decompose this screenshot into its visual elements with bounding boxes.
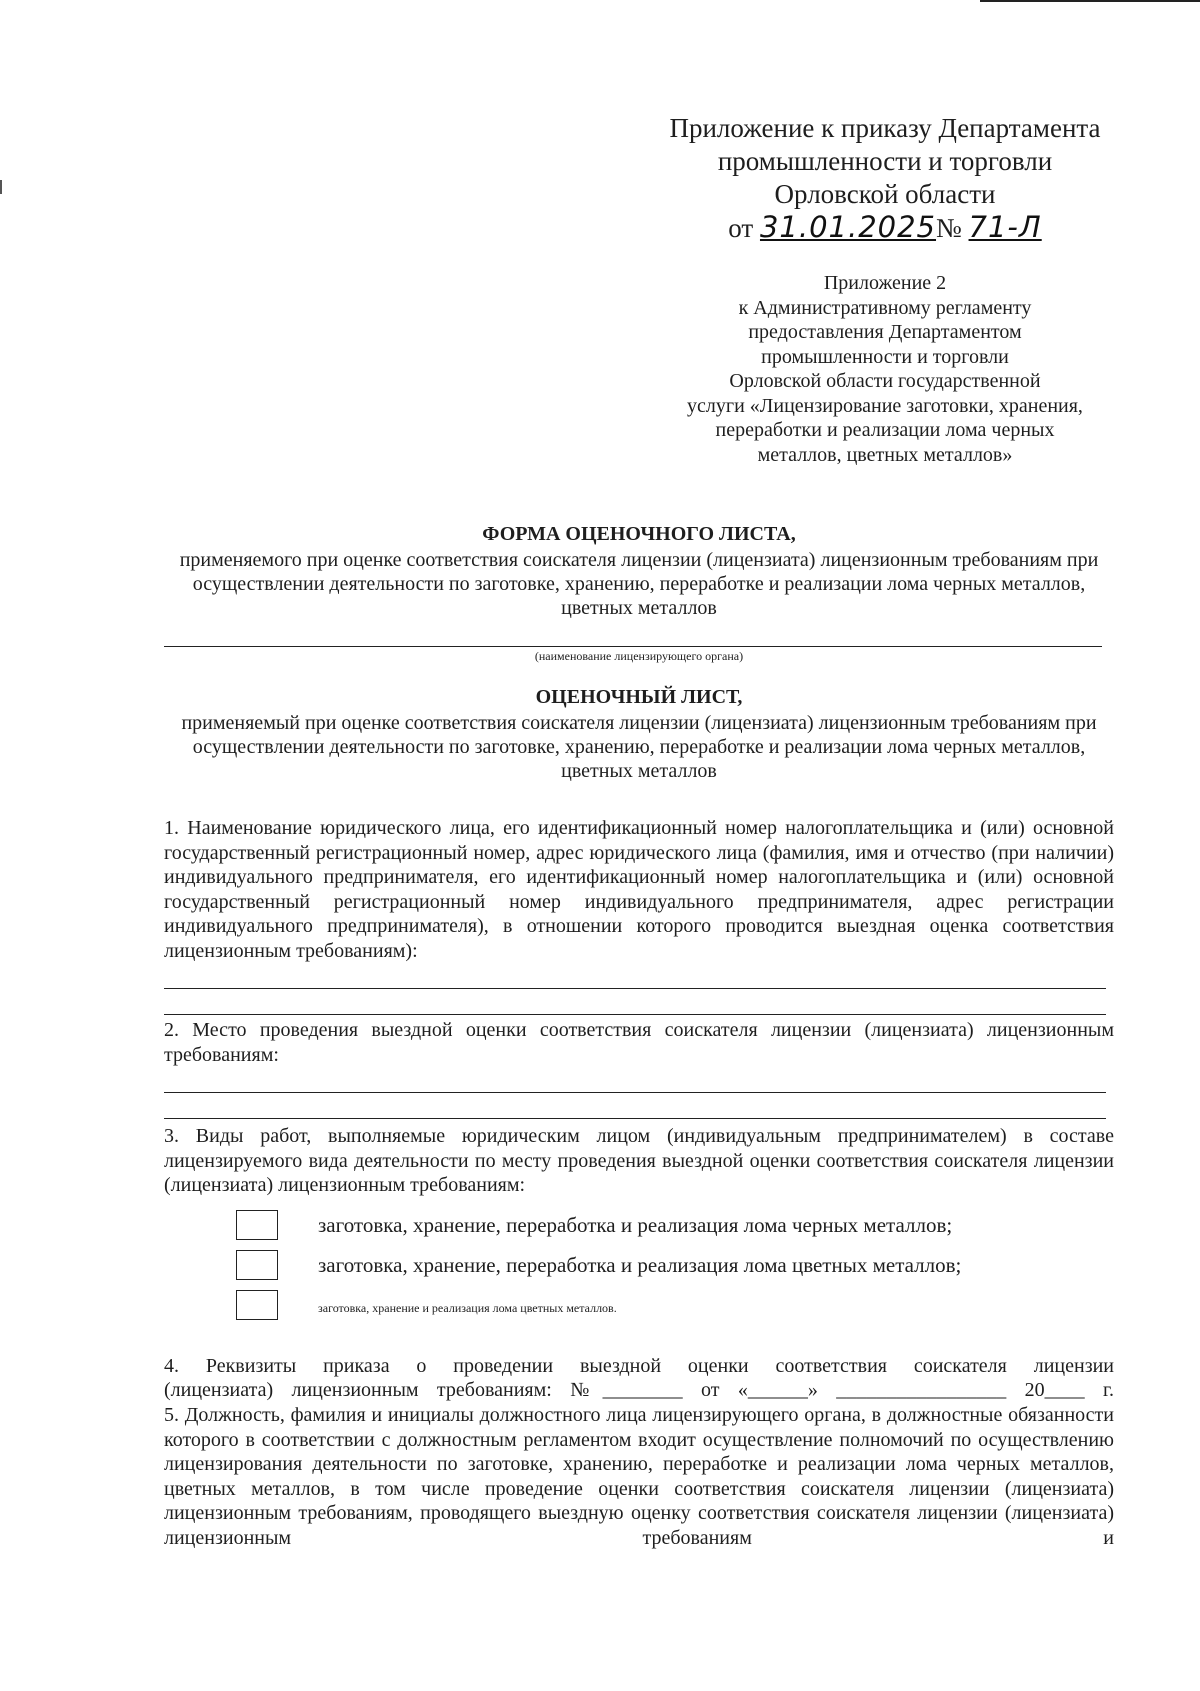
- work-type-option[interactable]: [236, 1210, 1106, 1242]
- order-date-handwritten: 31.01.2025: [759, 210, 937, 244]
- item-4-line-2: (лицензиата) лицензионным требованиям: №________ от «______» _________________ 20____ г.: [164, 1379, 1114, 1401]
- order-number-sign: №: [936, 213, 962, 243]
- checkbox-label: заготовка, хранение, переработка и реализация лома черных металлов;: [318, 1213, 953, 1237]
- order-ref-line-2: промышленности и торговли: [717, 146, 1053, 176]
- authority-name-line: [164, 646, 1102, 647]
- item-3-text: 3. Виды работ, выполняемые юридическим лицом (индивидуальным предпринимателем) в составе лицензируемого вида деятельности по месту проведения выездной оценки соответствия соискателя лицензии (лицензиата) лицензионным требованиям:: [164, 1125, 1114, 1196]
- checkbox-ferrous-processing[interactable]: [236, 1210, 278, 1240]
- item-1-text: 1. Наименование юридического лица, его идентификационный номер налогоплательщика и (или) основной государственный регистрационный номер, адрес юридического лица (фамилия, имя и отчество (при наличии) индивидуального предпринимателя, его идентификационный номер налогоплательщика и (или) основной государственный регистрационный номер индивидуального предпринимателя, адрес регистрации индивидуального предпринимателя), в отношении которого проводится выездная оценка соответствия лицензионным требованиям):: [164, 817, 1114, 962]
- item-1-fill-line-1[interactable]: [164, 988, 1106, 989]
- sheet-subtitle: применяемый при оценке соответствия соискателя лицензии (лицензиата) лицензионным требованиям при осуществлении деятельности по заготовке, хранению, переработке и реализации лома черных металлов, цветных металлов: [181, 712, 1097, 782]
- order-number-handwritten: 71-Л: [968, 210, 1042, 244]
- checkbox-nonferrous-storage[interactable]: [236, 1290, 278, 1320]
- scan-top-edge-line: [980, 0, 1200, 2]
- order-from-label: от: [728, 213, 754, 243]
- sheet-title: ОЦЕНОЧНЫЙ ЛИСТ,: [535, 686, 743, 708]
- item-2-text: 2. Место проведения выездной оценки соответствия соискателя лицензии (лицензиата) лицензионным требованиям:: [164, 1019, 1114, 1066]
- appendix-line: услуги «Лицензирование заготовки, хранения,: [687, 394, 1083, 417]
- form-subtitle: применяемого при оценке соответствия соискателя лицензии (лицензиата) лицензионным требованиям при осуществлении деятельности по заготовке, хранению, переработке и реализации лома черных металлов, цветных металлов: [179, 549, 1099, 619]
- form-heading: [164, 522, 1114, 620]
- order-date-number-line: [640, 211, 1130, 245]
- work-type-option[interactable]: [236, 1250, 1106, 1282]
- authority-caption: (наименование лицензирующего органа): [534, 649, 744, 663]
- checkbox-nonferrous-processing[interactable]: [236, 1250, 278, 1280]
- appendix-block: [640, 271, 1130, 467]
- order-reference-block: [640, 112, 1130, 245]
- appendix-line: предоставления Департаментом: [748, 321, 1022, 343]
- appendix-line: переработки и реализации лома черных: [715, 419, 1055, 441]
- item-4-line-1: 4. Реквизиты приказа о проведении выездной оценки соответствия соискателя лицензии: [164, 1355, 1114, 1377]
- appendix-line: промышленности и торговли: [761, 345, 1009, 368]
- form-title: ФОРМА ОЦЕНОЧНОГО ЛИСТА,: [482, 523, 796, 545]
- item-5-text: 5. Должность, фамилия и инициалы должностного лица лицензирующего органа, в должностные обязанности которого в соответствии с должностным регламентом входит осуществление полномочий по осуществлению лицензирования деятельности по заготовке, хранению, переработке и реализации лома черных металлов, цветных металлов, в том числе проведение оценки соответствия соискателя лицензии (лицензиата) лицензионным требованиям, проводящего выездную оценку соответствия соискателя лицензии (лицензиата) лицензионным требованиям и: [164, 1404, 1114, 1549]
- appendix-line: Орловской области государственной: [729, 370, 1041, 392]
- appendix-line: к Административному регламенту: [738, 296, 1032, 319]
- order-ref-line-3: Орловской области: [774, 179, 996, 209]
- item-2-fill-line-2[interactable]: [164, 1118, 1106, 1119]
- sheet-heading: [164, 685, 1114, 783]
- order-ref-line-1: Приложение к приказу Департамента: [669, 113, 1101, 143]
- appendix-line: Приложение 2: [823, 272, 947, 294]
- item-1-fill-line-2[interactable]: [164, 1014, 1106, 1015]
- scan-left-edge-mark: [0, 180, 2, 194]
- checkbox-label: заготовка, хранение, переработка и реализация лома цветных металлов;: [318, 1253, 962, 1277]
- work-type-option[interactable]: [236, 1290, 1106, 1322]
- checkbox-label: заготовка, хранение и реализация лома цветных металлов.: [318, 1301, 617, 1315]
- appendix-line: металлов, цветных металлов»: [757, 443, 1013, 466]
- item-2-fill-line-1[interactable]: [164, 1092, 1106, 1093]
